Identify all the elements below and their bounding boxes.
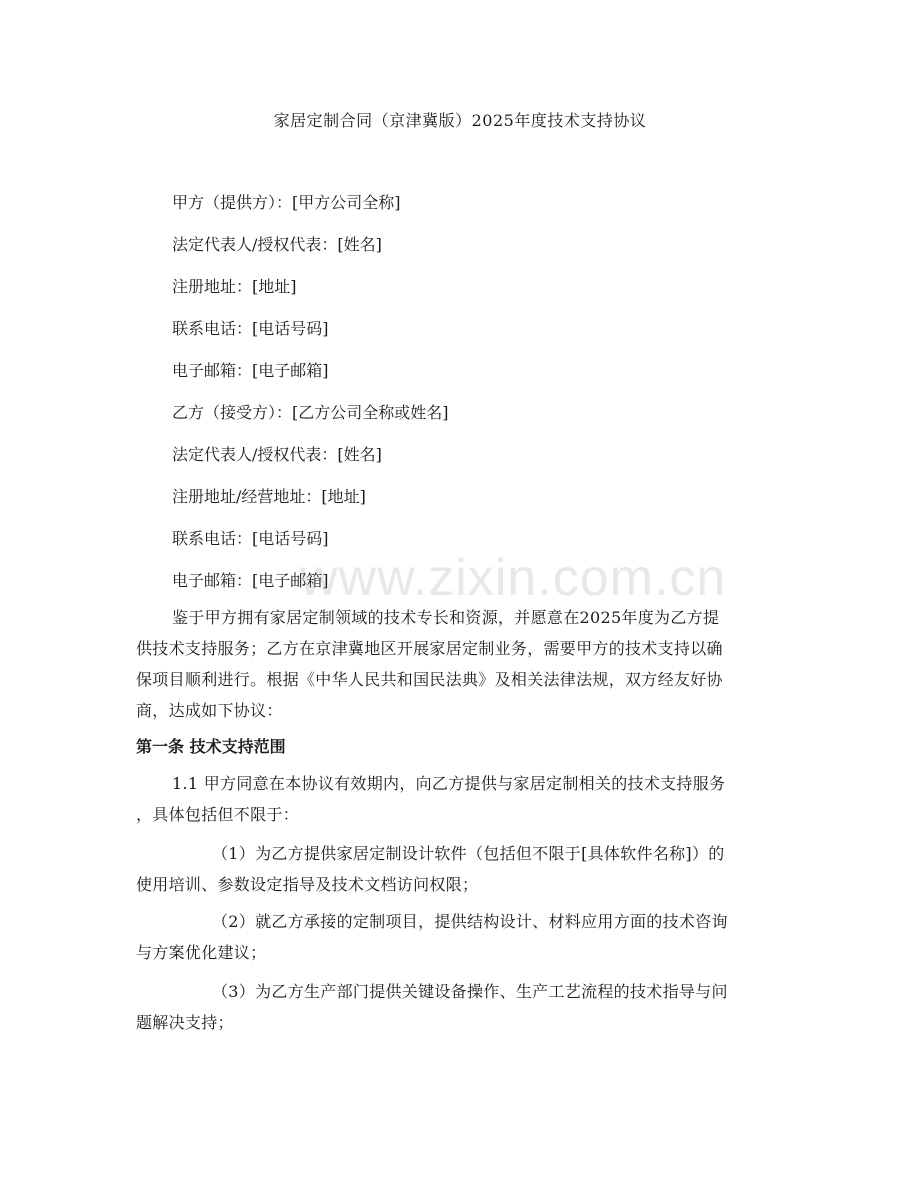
preamble-line: 保项目顺利进行。根据《中华人民共和国民法典》及相关法律法规，双方经友好协 [136, 670, 723, 689]
document-title: 家居定制合同（京津冀版）2025年度技术支持协议 [273, 111, 647, 130]
clause-line: （1）为乙方提供家居定制设计软件（包括但不限于[具体软件名称]）的 [212, 844, 725, 863]
party-b-name: 乙方（接受方）：[乙方公司全称或姓名] [172, 403, 449, 422]
clause-item-3 [136, 976, 728, 1038]
party-a-email: 电子邮箱：[电子邮箱] [172, 361, 329, 380]
preamble-line: 商，达成如下协议： [136, 701, 283, 720]
preamble-paragraph [136, 602, 723, 726]
party-a-name: 甲方（提供方）：[甲方公司全称] [172, 193, 401, 212]
party-a-address: 注册地址：[地址] [172, 277, 297, 296]
watermark-text: www.zixin.com.cn [300, 549, 727, 607]
preamble-line: 供技术支持服务；乙方在京津冀地区开展家居定制业务，需要甲方的技术支持以确 [136, 639, 723, 658]
clause-line: ，具体包括但不限于： [136, 805, 300, 824]
party-a-phone: 联系电话：[电话号码] [172, 319, 329, 338]
clause-line: 题解决支持； [136, 1013, 234, 1032]
section-heading: 第一条 技术支持范围 [136, 737, 286, 756]
clause-line: （2）就乙方承接的定制项目，提供结构设计、材料应用方面的技术咨询 [212, 912, 728, 931]
party-b-address: 注册地址/经营地址：[地址] [172, 487, 366, 506]
clause-1-1 [136, 768, 725, 830]
party-b-email: 电子邮箱：[电子邮箱] [172, 571, 329, 590]
party-a-representative: 法定代表人/授权代表：[姓名] [172, 235, 382, 254]
clause-item-2 [136, 906, 728, 968]
preamble-line: 鉴于甲方拥有家居定制领域的技术专长和资源，并愿意在2025年度为乙方提 [172, 608, 720, 627]
clause-line: 与方案优化建议； [136, 943, 267, 962]
clause-line: 使用培训、参数设定指导及技术文档访问权限； [136, 875, 479, 894]
clause-line: （3）为乙方生产部门提供关键设备操作、生产工艺流程的技术指导与问 [212, 982, 728, 1001]
clause-line: 1.1 甲方同意在本协议有效期内，向乙方提供与家居定制相关的技术支持服务 [172, 774, 726, 793]
party-b-phone: 联系电话：[电话号码] [172, 529, 329, 548]
party-b-representative: 法定代表人/授权代表：[姓名] [172, 445, 382, 464]
clause-item-1 [136, 838, 725, 900]
